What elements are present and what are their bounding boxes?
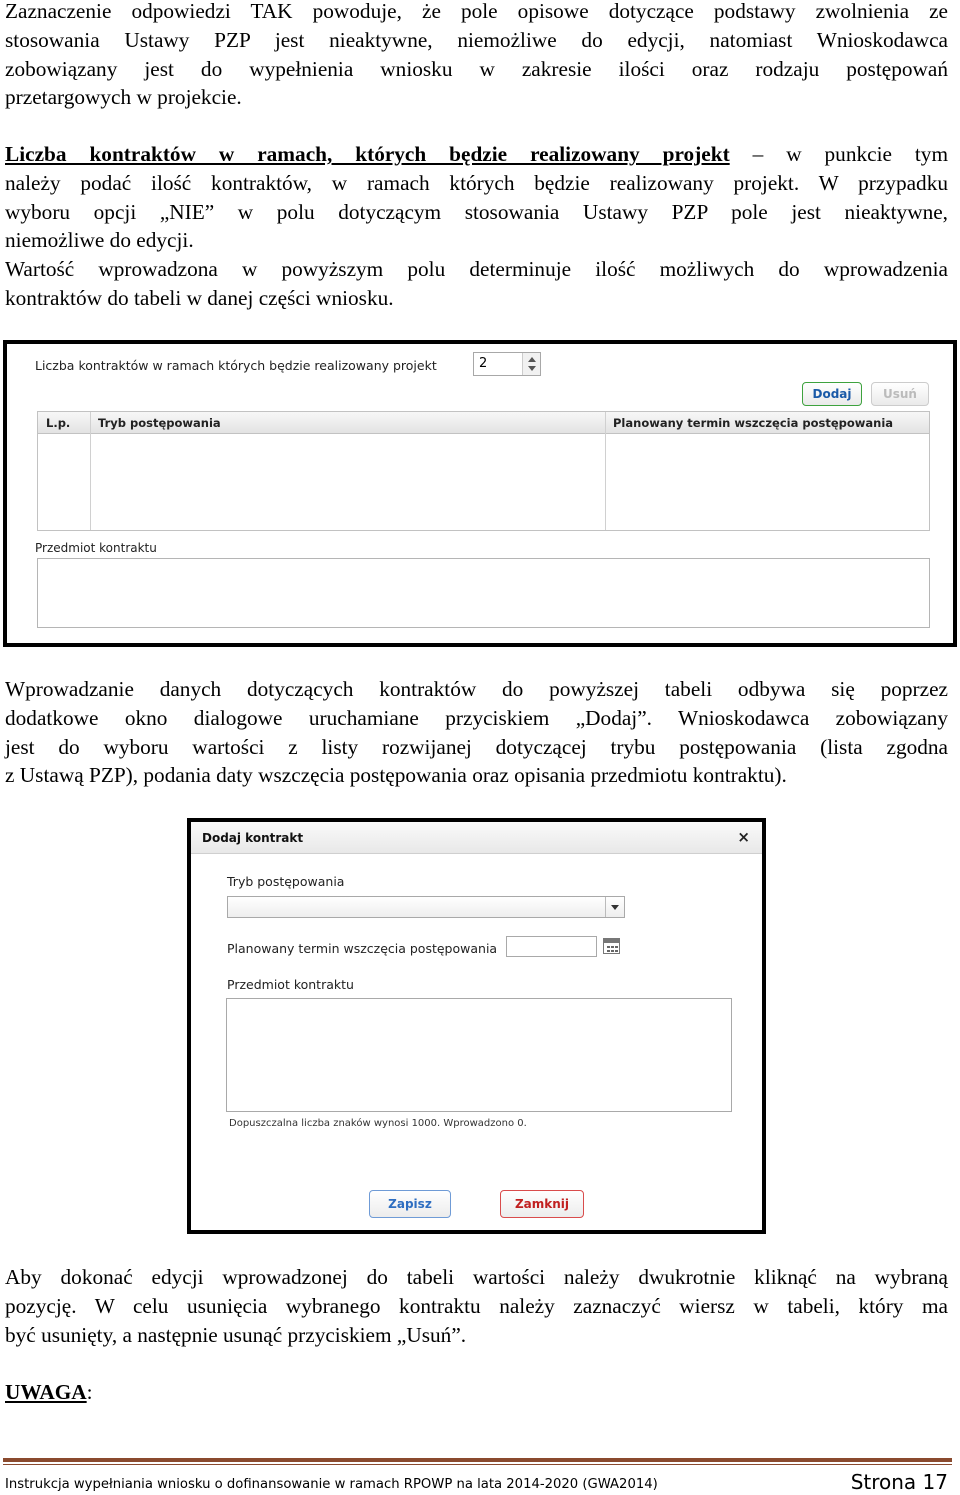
text-line: wyboru opcji „NIE” w polu dotyczącym stosowania Ustawy PZP pole jest nieaktywne, (5, 199, 948, 224)
intro-paragraph (5, 0, 948, 112)
subject-label: Przedmiot kontraktu (227, 977, 354, 992)
column-divider (90, 412, 91, 530)
dialog-title: Dodaj kontrakt (202, 831, 304, 845)
warning-colon: : (86, 1380, 93, 1404)
text-line: Wartość wprowadzona w powyższym polu determinuje ilość możliwych do wprowadzenia (5, 257, 948, 282)
warning-label: UWAGA (5, 1380, 87, 1404)
text-line (5, 140, 948, 169)
dialog-titlebar (191, 822, 762, 854)
text-line: z Ustawą PZP), podania daty wszczęcia postępowania oraz opisania przedmiotu kontraktu). (5, 763, 787, 788)
section-heading: Liczba kontraktów w ramach, których będzie realizowany projekt (5, 142, 730, 166)
text-line: Zaznaczenie odpowiedzi TAK powoduje, że pole opisowe dotyczące podstawy zwolnienia ze (5, 0, 948, 23)
subject-textarea[interactable] (37, 558, 930, 628)
text-line: pozycję. W celu usunięcia wybranego kontraktu należy zaznaczyć wiersz w tabeli, który ma (5, 1293, 948, 1318)
column-header-mode: Tryb postępowania (98, 416, 221, 430)
mode-select[interactable] (227, 896, 625, 918)
cancel-button[interactable]: Zamknij (500, 1190, 584, 1218)
calendar-icon[interactable] (603, 938, 620, 954)
contract-count-label: Liczba kontraktów w ramach których będzie realizowany projekt (35, 358, 437, 373)
date-label: Planowany termin wszczęcia postępowania (227, 941, 498, 956)
edit-instructions-paragraph (5, 1263, 948, 1349)
subject-textarea[interactable] (226, 998, 732, 1112)
subject-label: Przedmiot kontraktu (35, 541, 157, 555)
remove-button[interactable]: Usuń (871, 382, 929, 406)
text-line: kontraktów do tabeli w danej części wniosku. (5, 285, 394, 310)
text-fragment: – w punkcie tym (729, 142, 949, 166)
column-divider (605, 412, 606, 530)
dialog-intro-paragraph (5, 675, 948, 790)
mode-label: Tryb postępowania (227, 874, 345, 889)
contracts-table[interactable] (37, 411, 930, 531)
contract-count-value: 2 (479, 356, 488, 371)
spinner-down-icon[interactable] (528, 366, 536, 371)
text-line: Wprowadzanie danych dotyczących kontraktów do powyższej tabeli odbywa się poprzez (5, 677, 948, 701)
column-header-lp: L.p. (46, 416, 71, 430)
text-line: zobowiązany jest do wypełnienia wniosku w zakresie ilości oraz rodzaju postępowań (5, 56, 948, 81)
text-line: jest do wyboru wartości z listy rozwijanej dotyczącej trybu postępowania (lista zgodna (5, 734, 948, 759)
footer-divider (3, 1458, 952, 1462)
table-header (38, 412, 929, 434)
contract-count-spinner[interactable] (473, 352, 541, 376)
text-line: przetargowych w projekcie. (5, 85, 242, 110)
page-number: Strona 17 (850, 1470, 948, 1494)
chevron-down-icon[interactable] (605, 897, 624, 917)
contracts-form-screenshot (3, 340, 957, 647)
column-header-date: Planowany termin wszczęcia postępowania (613, 416, 894, 430)
add-button[interactable]: Dodaj (802, 382, 862, 406)
spinner-up-icon[interactable] (528, 357, 536, 362)
save-button[interactable]: Zapisz (369, 1190, 451, 1218)
text-line: niemożliwe do edycji. (5, 228, 194, 253)
footer-title: Instrukcja wypełniania wniosku o dofinansowanie w ramach RPOWP na lata 2014-2020 (GWA2014) (5, 1477, 658, 1492)
close-icon[interactable]: × (737, 828, 750, 846)
spinner-arrows[interactable] (522, 353, 540, 375)
text-line: należy podać ilość kontraktów, w ramach których będzie realizowany projekt. W przypadku (5, 170, 948, 195)
text-line: być usunięty, a następnie usunąć przyciskiem „Usuń”. (5, 1322, 467, 1347)
text-line: dodatkowe okno dialogowe uruchamiane przyciskiem „Dodaj”. Wnioskodawca zobowiązany (5, 705, 948, 730)
warning-heading (5, 1378, 948, 1407)
add-contract-dialog-screenshot (187, 818, 766, 1234)
text-line: Aby dokonać edycji wprowadzonej do tabeli wartości należy dwukrotnie kliknąć na wybraną (5, 1265, 948, 1289)
text-line: stosowania Ustawy PZP jest nieaktywne, niemożliwe do edycji, natomiast Wnioskodawca (5, 27, 948, 52)
char-count-hint: Dopuszczalna liczba znaków wynosi 1000. Wprowadzono 0. (229, 1118, 527, 1129)
footer-divider (3, 1464, 952, 1465)
contract-count-paragraph (5, 140, 948, 313)
date-input[interactable] (506, 936, 597, 957)
